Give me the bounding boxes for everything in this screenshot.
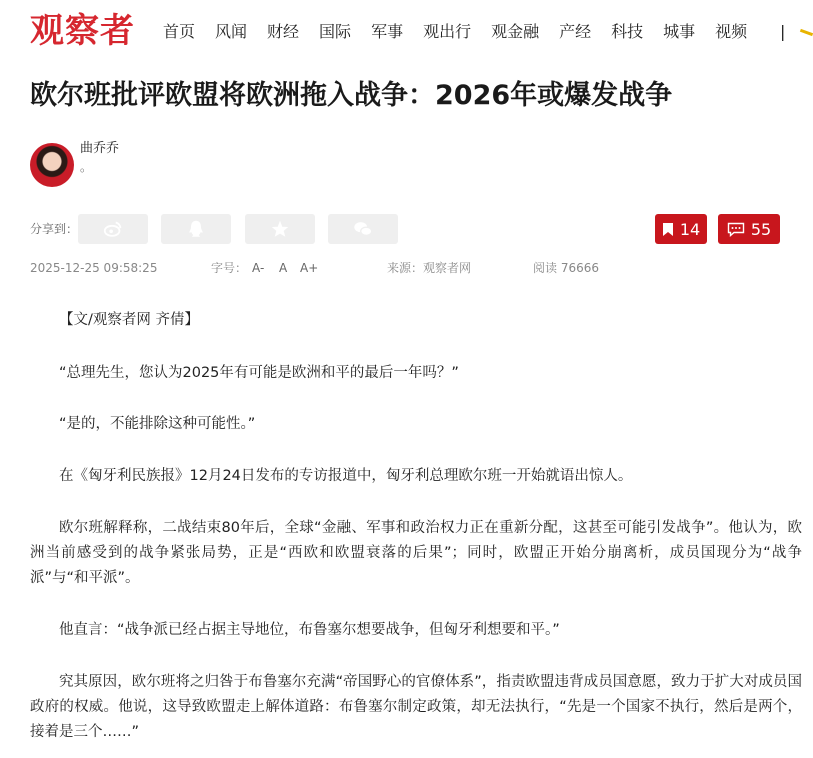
nav-item-tech[interactable]: 科技 (611, 22, 644, 41)
nav-item-video[interactable]: 视频 (715, 22, 748, 41)
share-wechat-button[interactable] (328, 214, 398, 244)
share-weibo-button[interactable] (78, 214, 148, 244)
nav-item-finance[interactable]: 财经 (267, 22, 300, 41)
share-qzone-button[interactable] (245, 214, 315, 244)
font-size-large-button[interactable]: A+ (300, 261, 319, 275)
nav-item-city[interactable]: 城事 (663, 22, 696, 41)
view-count: 阅读 76666 (533, 261, 599, 275)
bookmark-icon (662, 222, 674, 237)
article-paragraph: “是的，不能排除这种可能性。” (59, 416, 256, 432)
wechat-icon (352, 218, 374, 240)
article-source: 来源：观察者网 (387, 261, 472, 275)
font-size-normal-button[interactable]: A (279, 261, 288, 275)
qq-icon (185, 218, 207, 240)
nav-separator: | (780, 22, 786, 41)
nav-item-international[interactable]: 国际 (319, 22, 352, 41)
nav-item-military[interactable]: 军事 (371, 22, 404, 41)
top-navigation (0, 0, 813, 64)
author-bio: 。 (80, 160, 93, 174)
comment-count: 55 (750, 219, 772, 239)
nav-item-fintech[interactable]: 观金融 (491, 22, 540, 41)
publish-date: 2025-12-25 09:58:25 (30, 261, 158, 275)
author-name[interactable]: 曲乔乔 (80, 141, 120, 156)
weibo-icon (102, 218, 124, 240)
favorite-count: 14 (679, 219, 701, 239)
share-label: 分享到： (30, 222, 79, 236)
share-qq-button[interactable] (161, 214, 231, 244)
author-avatar[interactable] (30, 143, 74, 187)
article-title: 欧尔班批评欧盟将欧洲拖入战争：2026年或爆发战争 (30, 80, 673, 111)
font-size-label: 字号： (211, 261, 248, 275)
qzone-star-icon (269, 218, 291, 240)
article-paragraph: 究其原因，欧尔班将之归咎于布鲁塞尔充满“帝国野心的官僚体系”，指责欧盟违背成员国意愿，致力于扩大对成员国政府的权威。他说，这导致欧盟走上解体道路：布鲁塞尔制定政策，却无法执行，“先是一个国家不执行，然后是两个，接着是三个……” (30, 674, 802, 740)
article-paragraph: “总理先生，您认为2025年有可能是欧洲和平的最后一年吗？” (59, 365, 459, 381)
comment-icon (727, 222, 745, 237)
nav-item-fengwen[interactable]: 风闻 (215, 22, 248, 41)
nav-menu (163, 20, 767, 44)
site-logo[interactable]: 观察者 (30, 11, 135, 51)
article-body (30, 308, 802, 745)
article-paragraph: 欧尔班解释称，二战结束80年后，全球“金融、军事和政治权力正在重新分配，这甚至可能引发战争”。他认为，欧洲当前感受到的战争紧张局势，正是“西欧和欧盟衰落的后果”；同时，欧盟正开始分崩离析，成员国现分为“战争派”与“和平派”。 (30, 520, 802, 586)
nav-item-mobility[interactable]: 观出行 (423, 22, 472, 41)
nav-item-home[interactable]: 首页 (163, 22, 196, 41)
nav-item-industry[interactable]: 产经 (559, 22, 592, 41)
decoration-icon (800, 29, 813, 36)
article-paragraph: 【文/观察者网 齐倩】 (59, 312, 199, 328)
article-paragraph: 在《匈牙利民族报》12月24日发布的专访报道中，匈牙利总理欧尔班一开始就语出惊人。 (59, 468, 633, 484)
font-size-small-button[interactable]: A- (252, 261, 265, 275)
comment-button[interactable] (718, 214, 780, 244)
favorite-button[interactable] (655, 214, 707, 244)
article-paragraph: 他直言：“战争派已经占据主导地位，布鲁塞尔想要战争，但匈牙利想要和平。” (59, 622, 560, 638)
